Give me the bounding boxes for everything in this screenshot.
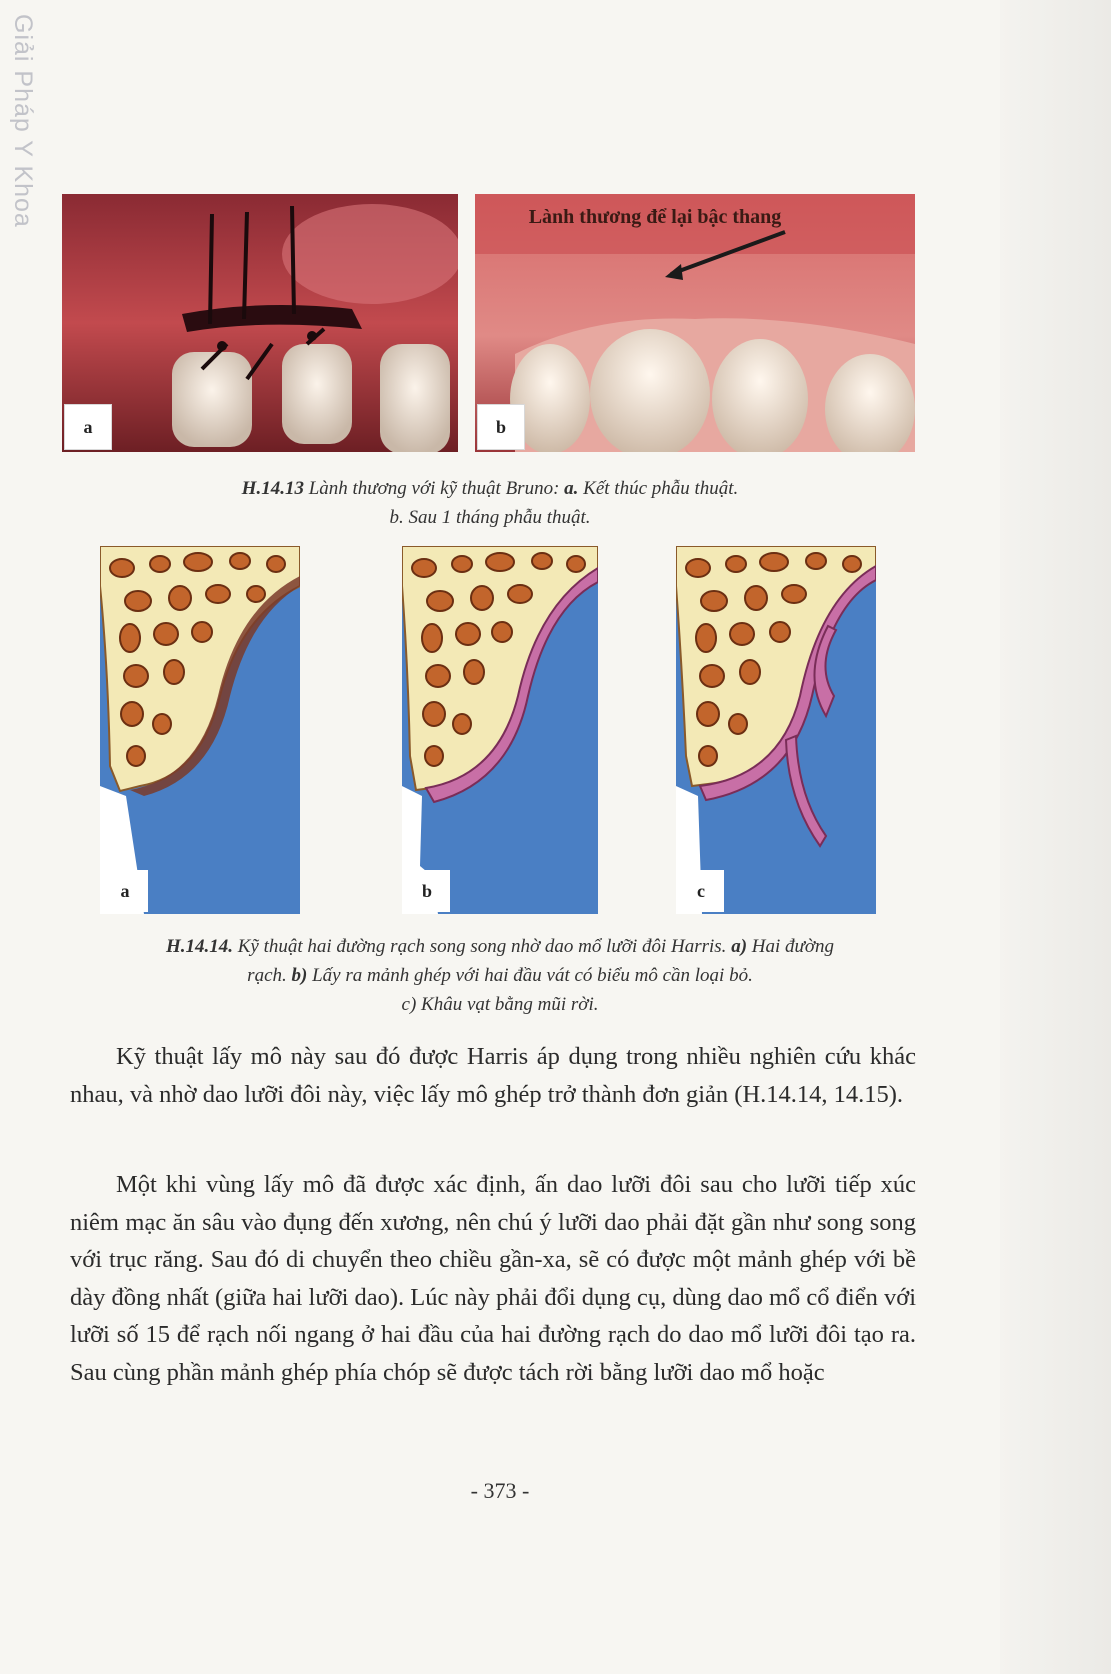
figure-13-caption-text: Lành thương với kỹ thuật Bruno: (303, 478, 565, 499)
figure-14-caption-line2-start: rạch. (247, 965, 292, 986)
figure-13-caption-a: a. (564, 478, 579, 499)
page-number: - 373 - (470, 1478, 530, 1503)
photo-bruno-end-of-surgery (62, 194, 458, 452)
diagram-b-label: b (404, 870, 450, 912)
diagram-b-graft-removed (402, 546, 598, 914)
diagram-c-svg (676, 546, 876, 914)
figure-13-caption-line2: b. Sau 1 tháng phẫu thuật. (389, 507, 591, 528)
figure-14-caption-line3: c) Khâu vạt bằng mũi rời. (401, 994, 599, 1015)
figure-14-caption-text-3: Lấy ra mảnh ghép với hai đầu vát có biểu mô cần loại bỏ. (307, 965, 753, 986)
diagram-c-label: c (678, 870, 724, 912)
watermark-text: Giải Pháp Y Khoa (9, 14, 37, 228)
photo-a-image (62, 194, 458, 452)
photo-a-label: a (64, 404, 112, 450)
figure-14-caption-b: b) (291, 965, 308, 986)
figure-13-caption (120, 474, 860, 532)
diagram-c-sutured-flap (676, 546, 876, 914)
photo-bruno-one-month (475, 194, 915, 452)
page-edge-shade (1000, 0, 1111, 1674)
figure-14-caption-text-2: Hai đường (747, 936, 835, 957)
photo-b-image (475, 194, 915, 452)
photo-b-label: b (477, 404, 525, 450)
diagram-b-svg (402, 546, 598, 914)
figure-14-id: H.14.14. (165, 936, 233, 957)
paragraph-2: Một khi vùng lấy mô đã được xác định, ấn dao lưỡi đôi sau cho lưỡi tiếp xúc niêm mạc ăn sâu vào đụng đến xương, nên chú ý lưỡi dao phải đặt gần như song song với trục răng. Sau đó di chuyển theo chiều gần-xa, sẽ có được một mảnh ghép với bề dày đồng nhất (giữa hai lưỡi dao). Lúc này phải đổi dụng cụ, dùng dao mổ cổ điển với lưỡi số 15 để rạch nối ngang ở hai đầu của hai đường rạch do dao mổ lưỡi đôi tạo ra. Sau cùng phần mảnh ghép phía chóp sẽ được tách rời bằng lưỡi dao mổ hoặc (70, 1171, 916, 1386)
diagram-a-svg (100, 546, 300, 914)
paragraph-1: Kỹ thuật lấy mô này sau đó được Harris áp dụng trong nhiều nghiên cứu khác nhau, và nhờ dao lưỡi đôi này, việc lấy mô ghép trở thành đơn giản (H.14.14, 14.15). (70, 1043, 916, 1108)
figure-13-id: H.14.13 (241, 478, 304, 499)
photo-b-annotation: Lành thương để lại bậc thang (528, 206, 782, 228)
diagram-a-incisions (100, 546, 300, 914)
figure-14-caption-text: Kỹ thuật hai đường rạch song song nhờ dao mổ lưỡi đôi Harris. (232, 936, 732, 957)
figure-14-caption (70, 932, 930, 1019)
figure-14-caption-a: a) (731, 936, 748, 957)
figure-13-caption-text-2: Kết thúc phẫu thuật. (578, 478, 739, 499)
diagram-a-label: a (102, 870, 148, 912)
